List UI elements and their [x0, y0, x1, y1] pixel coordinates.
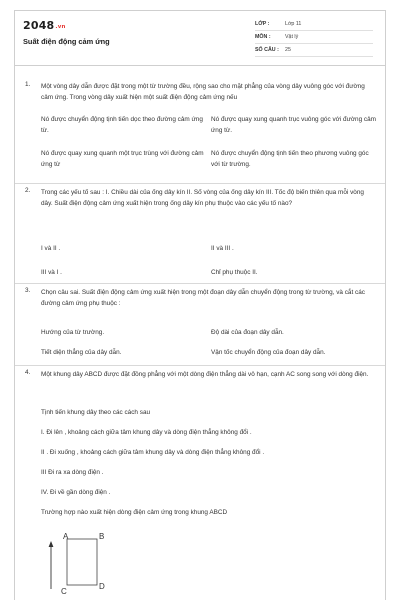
meta-row-class — [255, 18, 373, 31]
header-divider — [15, 65, 385, 66]
label-b: B — [99, 532, 105, 541]
answer-option[interactable]: Vận tốc chuyển động của đoạn dây dẫn. — [211, 349, 326, 356]
meta-value: Vật lý — [285, 34, 299, 40]
arrow-up-icon — [49, 541, 54, 547]
meta-row-subject — [255, 31, 373, 44]
meta-label: MÔN : — [255, 34, 271, 40]
frame-abcd — [67, 539, 97, 585]
answer-option[interactable]: II và III . — [211, 245, 234, 252]
answer-option[interactable]: Nó được chuyển động tịnh tiến dọc theo đường cảm ứng từ. — [41, 116, 203, 134]
answer-option[interactable]: Độ dài của đoạn dây dẫn. — [211, 329, 284, 336]
question-number: 4. — [25, 369, 31, 376]
label-d: D — [99, 582, 105, 591]
question-text: Một vòng dây dẫn được đặt trong một từ trường đều, rộng sao cho mặt phẳng của vòng dây vuông góc với đường cảm ứng. Trong vòng dây xuất hiện một suất điện động cảm ứng nếu — [41, 83, 365, 101]
question-line: Trường hợp nào xuất hiện dòng điện cảm ứng trong khung ABCD — [41, 509, 228, 516]
question-divider — [15, 365, 385, 366]
answer-option[interactable]: Nó được chuyển động tịnh tiến theo phương vuông góc với từ trường. — [211, 150, 369, 168]
answer-option[interactable]: Nó được quay xung quanh một trục trùng với đường cảm ứng từ — [41, 150, 204, 168]
question-divider — [15, 283, 385, 284]
meta-label: SỐ CÂU : — [255, 47, 279, 53]
meta-value: 25 — [285, 47, 291, 53]
answer-option[interactable]: Nó được quay xung quanh trục vuông góc với đường cảm ứng từ. — [211, 116, 377, 134]
question-line: IV. Đi về gần dòng điện . — [41, 489, 111, 496]
worksheet — [14, 10, 386, 600]
label-c: C — [61, 587, 67, 596]
question-line: III Đi ra xa dòng điện . — [41, 469, 104, 476]
meta-value: Lớp 11 — [285, 21, 302, 27]
answer-option[interactable]: III và I . — [41, 269, 62, 276]
question-line: I. Đi lên , khoảng cách giữa tâm khung dây và dòng điện thẳng không đổi . — [41, 429, 252, 436]
answer-option[interactable]: I và II . — [41, 245, 61, 252]
question-text: Trong các yếu tố sau : I. Chiều dài của ống dây kín II. Số vòng của ống dây kín III. Tốc độ biến thiên qua mỗi vòng dây. Suất điện động cảm ứng xuất hiện trong ống dây kín phụ thuộc vào các yếu tố nào? — [41, 189, 364, 207]
meta-info — [255, 18, 373, 57]
meta-row-count — [255, 44, 373, 57]
question-text: Một khung dây ABCD được đặt đồng phẳng với một dòng điện thẳng dài vô hạn, cạnh AC song song với dòng điện. — [41, 371, 369, 378]
question-number: 2. — [25, 187, 31, 194]
question-number: 1. — [25, 81, 31, 88]
question-line: II . Đi xuống , khoảng cách giữa tâm khung dây và dòng điện thẳng không đổi . — [41, 449, 265, 456]
question-text: Chọn câu sai. Suất điện động cảm ứng xuất hiện trong một đoạn dây dẫn chuyển động trong từ trường, và cắt các đường cảm ứng phụ thuộc : — [41, 289, 365, 307]
question-divider — [15, 183, 385, 184]
logo-text: 2048 — [23, 19, 55, 32]
question-line: Tịnh tiến khung dây theo các cách sau — [41, 409, 151, 416]
site-logo[interactable] — [23, 19, 66, 32]
answer-option[interactable]: Tiết diện thẳng của dây dẫn. — [41, 349, 122, 356]
page-title: Suất điện động cảm ứng — [23, 37, 110, 46]
frame-diagram — [45, 531, 135, 600]
label-a: A — [63, 532, 69, 541]
meta-label: LỚP : — [255, 21, 270, 27]
logo-suffix: .vn — [55, 24, 66, 30]
header — [15, 11, 385, 65]
answer-option[interactable]: Hướng của từ trường. — [41, 329, 105, 336]
question-number: 3. — [25, 287, 31, 294]
answer-option[interactable]: Chỉ phụ thuộc II. — [211, 269, 258, 276]
